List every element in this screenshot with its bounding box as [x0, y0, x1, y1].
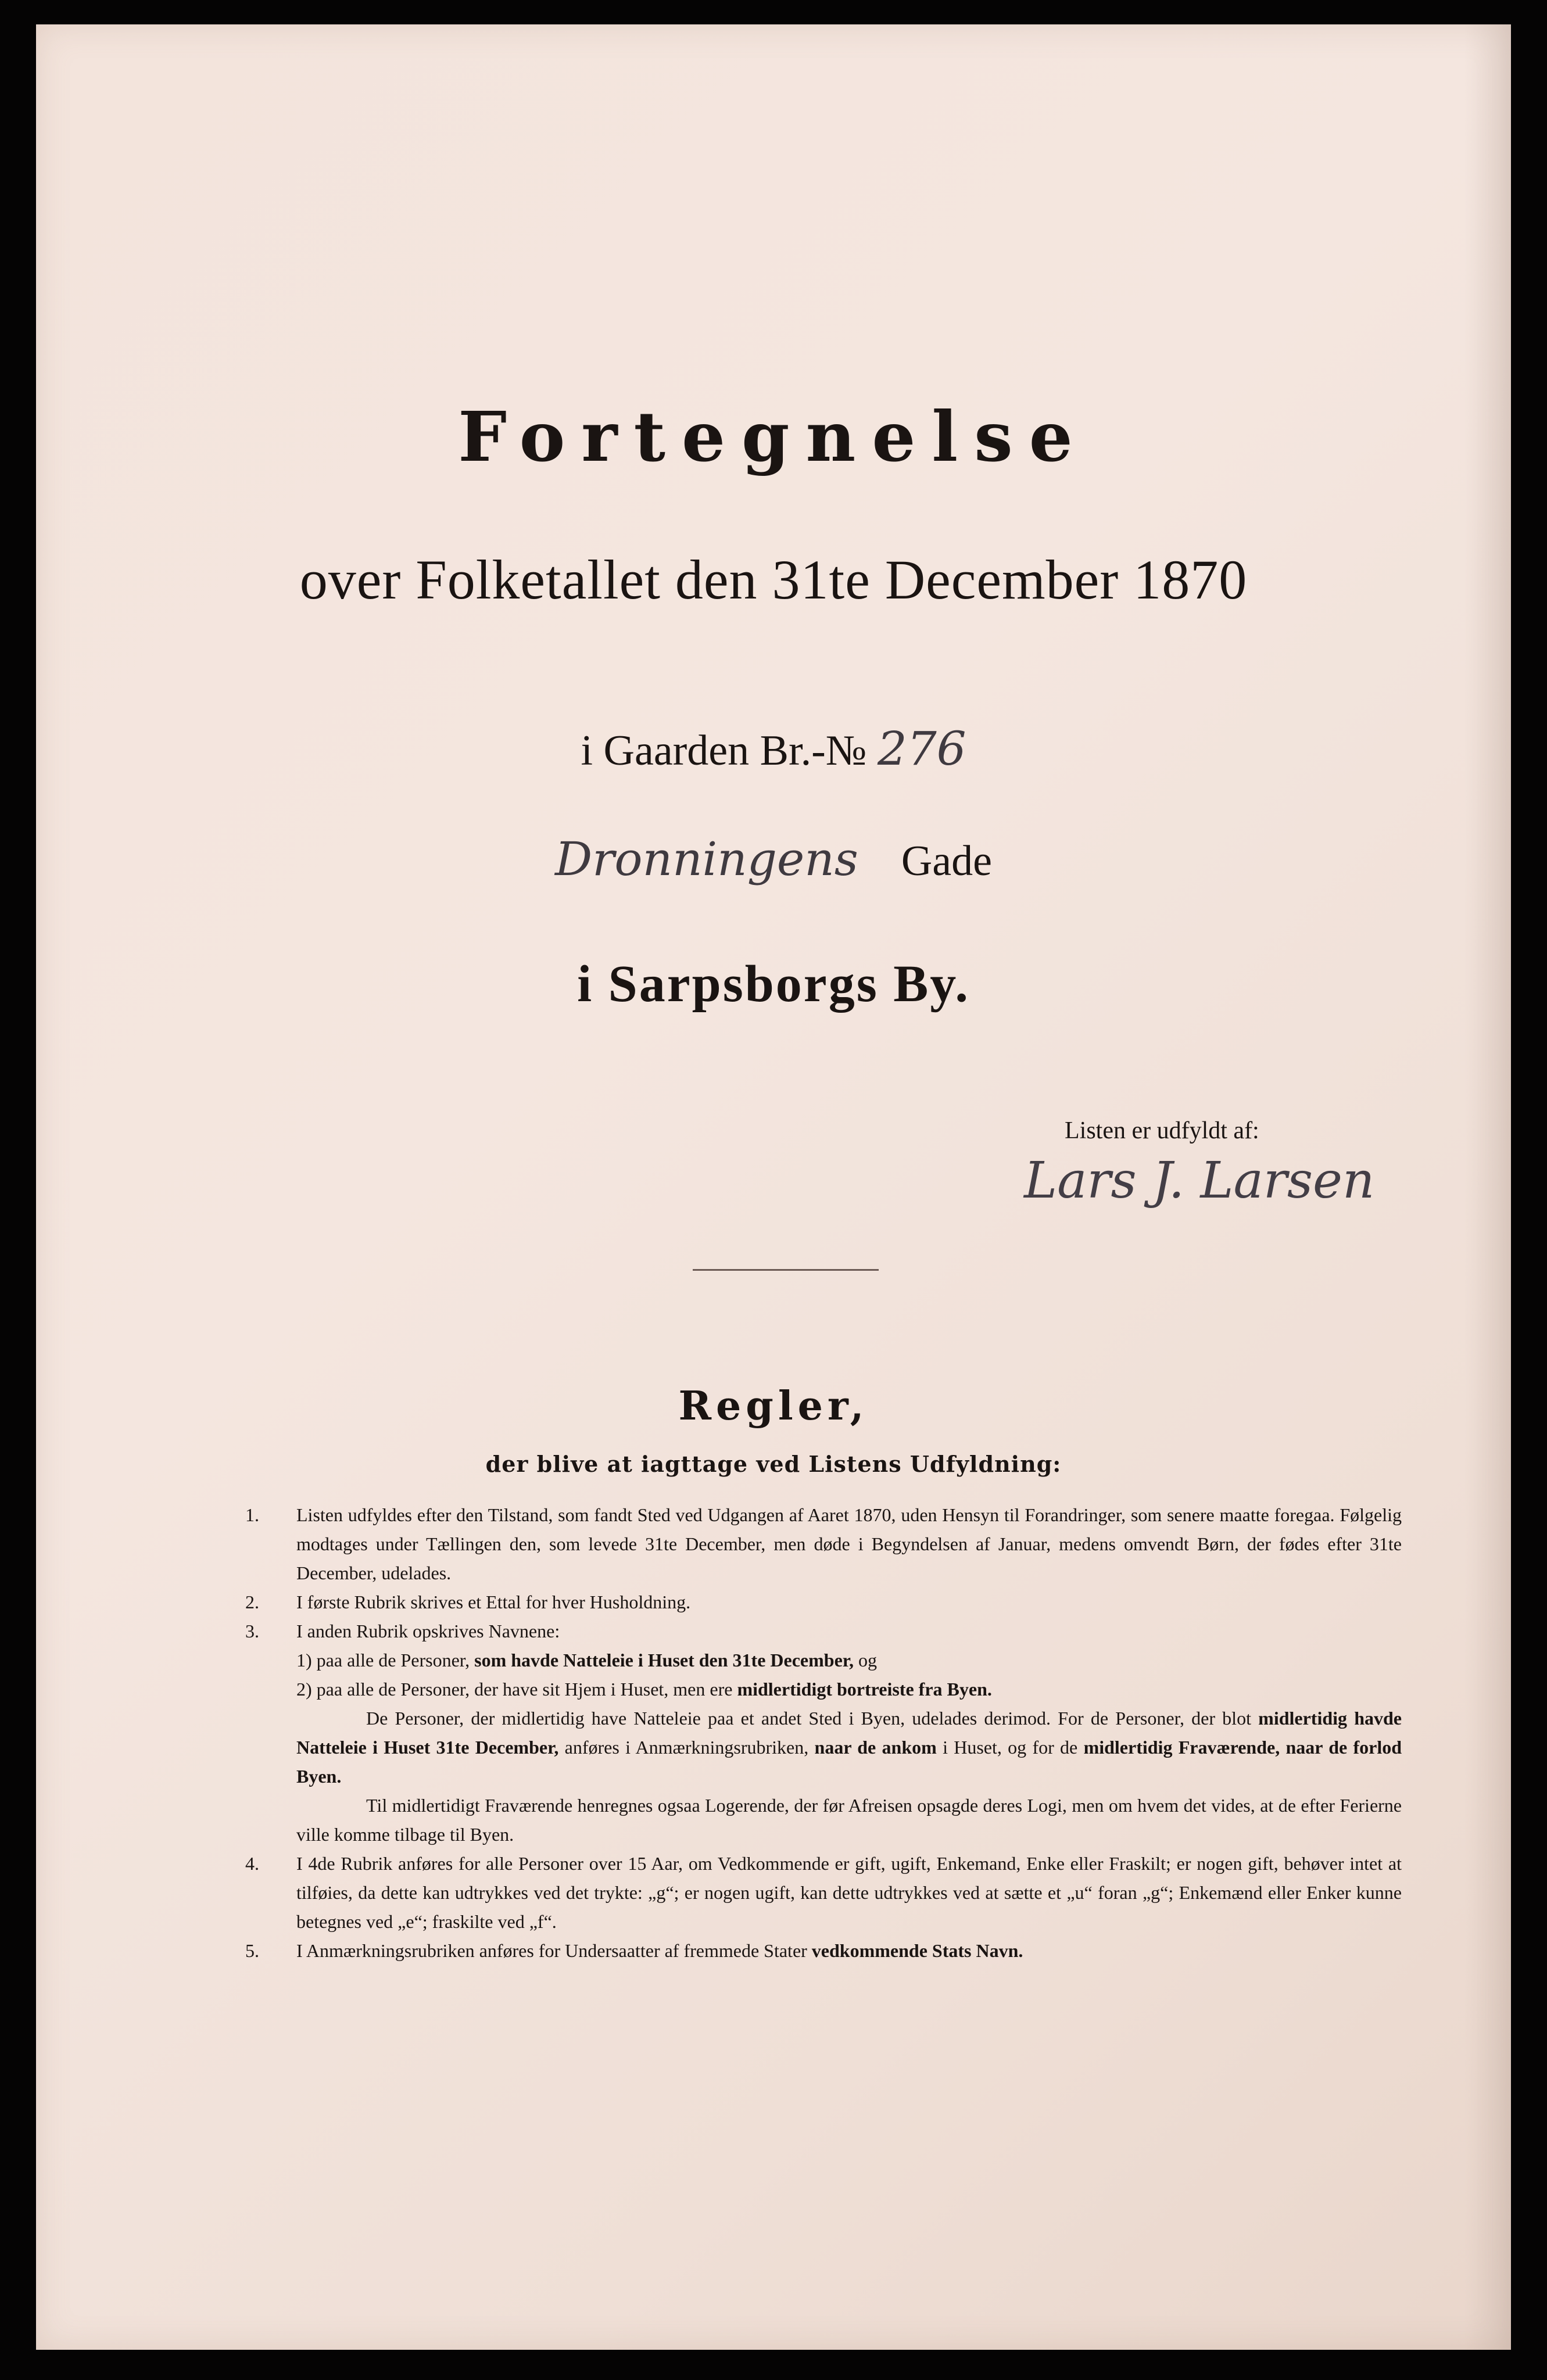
rule-text: anføres i Anmærkningsrubriken,	[558, 1737, 815, 1758]
rule-text: Listen udfyldes efter den Tilstand, som fandt Sted ved Udgangen af Aaret 1870, uden Hensyn til Forandringer, som senere maatte foregaa. Følgelig modtages under Tællingen den, som levede 31te December, men døde i Begyndelsen af Januar, medens omvendt Børn, der fødes efter 31te December, udelades.	[296, 1504, 1402, 1583]
form-title: Fortegnelse	[458, 396, 1089, 477]
rule-text: 2) paa alle de Personer, der have sit Hjem i Huset, men ere	[296, 1679, 737, 1700]
section-divider	[693, 1269, 879, 1271]
gaard-line	[36, 722, 1511, 776]
rule-text: I Anmærkningsrubriken anføres for Undersaatter af fremmede Stater	[296, 1940, 812, 1961]
census-form-page	[36, 24, 1511, 2350]
rule-number: 1.	[245, 1504, 259, 1525]
rule-text-bold: midlertidigt bortreiste fra Byen.	[737, 1679, 992, 1700]
rule-text: Til midlertidigt Fraværende henregnes ogsaa Logerende, der før Afreisen opsagde deres Logi, men om hvem det vides, at de efter Ferierne ville komme tilbage til Byen.	[296, 1795, 1402, 1845]
rule-number: 4.	[245, 1853, 259, 1874]
rule-text-bold: vedkommende Stats Navn.	[811, 1940, 1023, 1961]
rule-text: I første Rubrik skrives et Ettal for hver Husholdning.	[296, 1592, 691, 1612]
rule-text-bold: som havde Natteleie i Huset den 31te December,	[474, 1650, 854, 1671]
gaard-label: i Gaarden Br.-№	[581, 727, 867, 775]
rule-4	[245, 1849, 1402, 1936]
rules-list	[245, 1500, 1402, 1965]
rule-3-paragraph-2	[245, 1791, 1402, 1849]
gaard-number-handwritten: 276	[877, 722, 966, 776]
rule-text: I anden Rubrik opskrives Navnene:	[296, 1621, 560, 1641]
rule-3-item-1	[245, 1646, 1402, 1675]
filled-by-signature: Lars J. Larsen	[1024, 1152, 1375, 1210]
rule-text: I 4de Rubrik anføres for alle Personer over 15 Aar, om Vedkommende er gift, ugift, Enkemand, Enke eller Fraskilt; er nogen gift, behøver intet at tilføies, da dette kan udtrykkes ved det trykte: „g“; er nogen ugift, kan dette udtrykkes ved at sætte et „u“ foran „g“; Enkemænd eller Enker kunne betegnes ved „e“; fraskilte ved „f“.	[296, 1853, 1402, 1932]
rule-number: 5.	[245, 1940, 259, 1961]
filled-by-label: Listen er udfyldt af:	[1065, 1117, 1259, 1144]
rule-number: 2.	[245, 1592, 259, 1612]
street-label: Gade	[901, 837, 992, 885]
rule-number: 3.	[245, 1621, 259, 1641]
rule-3-paragraph-1	[245, 1704, 1402, 1791]
rule-text: 1) paa alle de Personer,	[296, 1650, 475, 1671]
rule-text: i Huset, og for de	[936, 1737, 1084, 1758]
rule-text-bold: midlertidig havde Natteleie i Huset 31te December,	[296, 1708, 1402, 1758]
form-subtitle: over Folketallet den 31te December 1870	[299, 549, 1248, 611]
rule-text: og	[854, 1650, 878, 1671]
page-edge-shadow	[1464, 24, 1511, 2350]
rules-subtitle: der blive at iagttage ved Listens Udfyldning:	[485, 1451, 1062, 1477]
rule-2	[245, 1587, 1402, 1616]
rule-1	[245, 1500, 1402, 1587]
rule-text: De Personer, der midlertidig have Natteleie paa et andet Sted i Byen, udelades derimod. For de Personer, der blot	[366, 1708, 1259, 1729]
rule-3-item-2	[245, 1675, 1402, 1704]
street-name-handwritten: Dronningens	[555, 832, 858, 886]
rule-text-bold: midlertidig Fraværende, naar de forlod Byen.	[296, 1737, 1402, 1787]
town-line: i Sarpsborgs By.	[577, 955, 970, 1013]
rule-text-bold: naar de ankom	[814, 1737, 937, 1758]
rule-5	[245, 1936, 1402, 1965]
rules-title: Regler,	[678, 1383, 869, 1429]
street-line	[36, 832, 1511, 886]
rule-3	[245, 1616, 1402, 1646]
